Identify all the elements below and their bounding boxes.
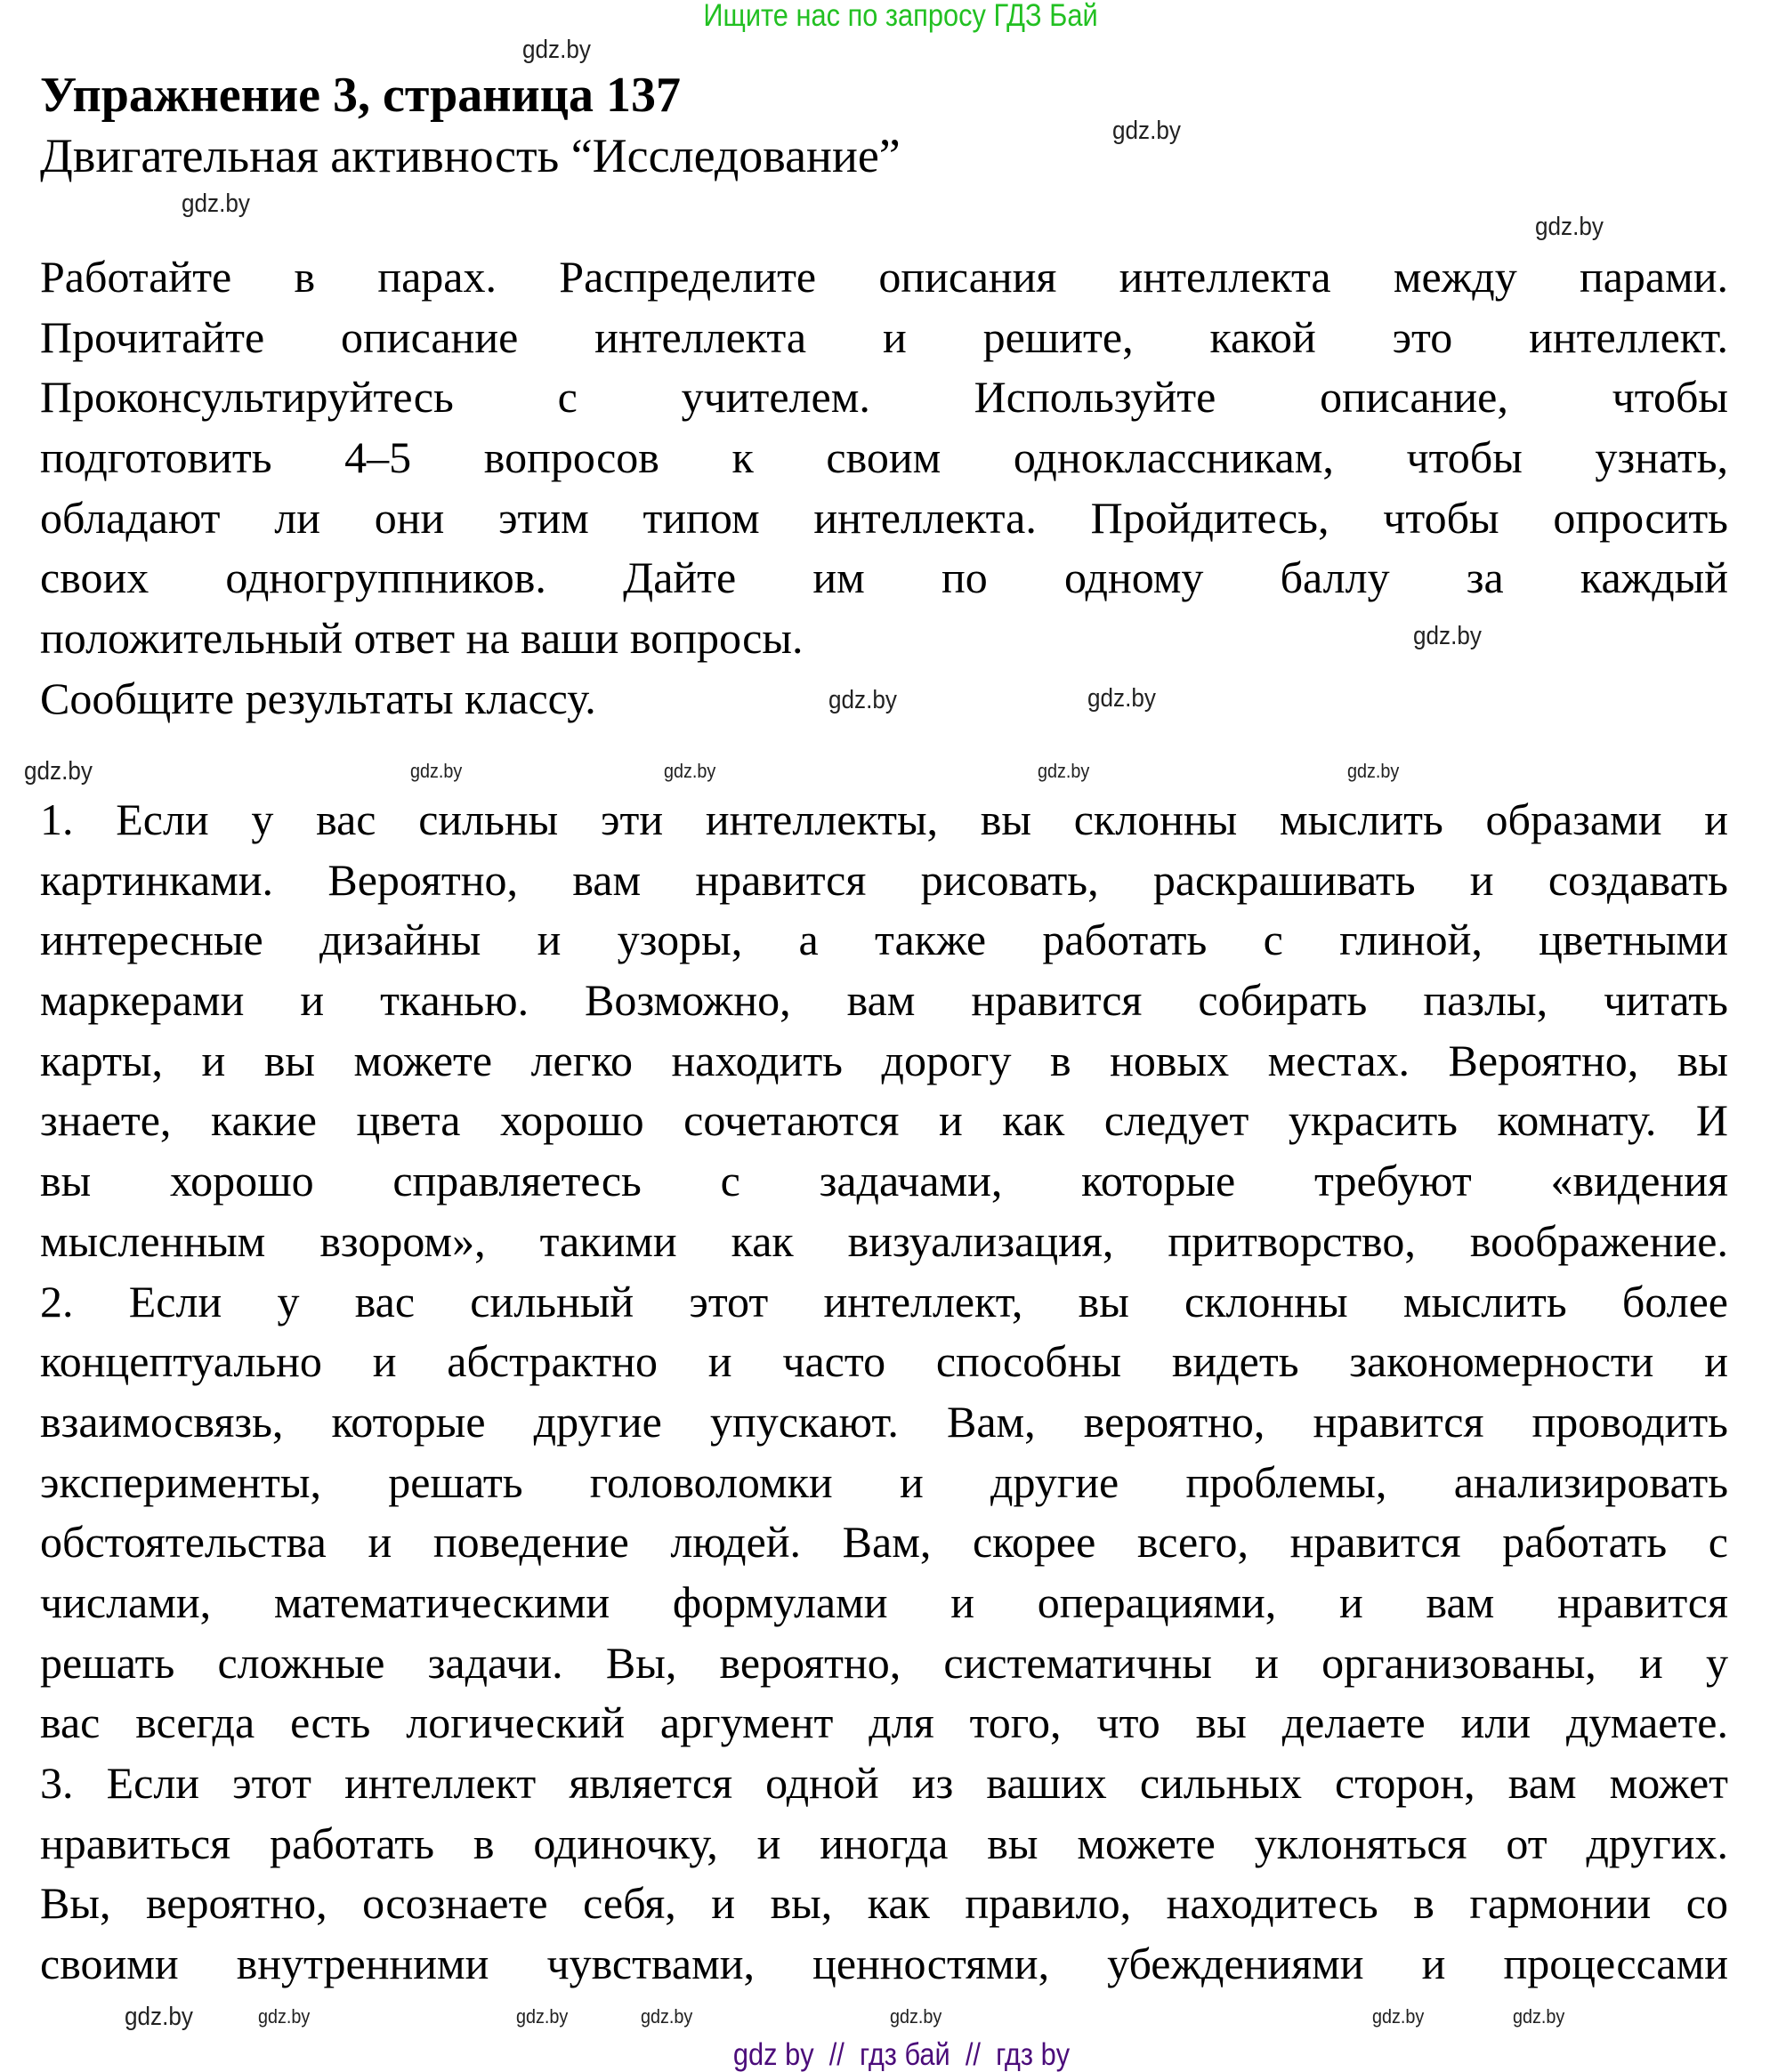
- watermark: gdz.by: [1087, 684, 1156, 713]
- text-line: обладают ли они этим типом интеллекта. Пройдитесь, чтобы опросить: [40, 492, 1728, 543]
- text-line: нравиться работать в одиночку, и иногда вы можете уклоняться от других.: [40, 1818, 1728, 1868]
- watermark: gdz.by: [516, 2005, 569, 2028]
- text-line: Проконсультируйтесь с учителем. Используйте описание, чтобы: [40, 372, 1728, 423]
- page-title: Упражнение 3, страница 137: [40, 68, 682, 123]
- numbered-descriptions: [40, 790, 1728, 1995]
- footer-links: gdz by // гдз бай // гдз by: [732, 2037, 1071, 2072]
- text-line: 1. Если у вас сильны эти интеллекты, вы склонны мыслить образами и: [40, 794, 1728, 844]
- text-line: своих одногруппников. Дайте им по одному баллу за каждый: [40, 552, 1728, 603]
- text-line: положительный ответ на ваши вопросы.: [40, 613, 804, 664]
- watermark: gdz.by: [1112, 117, 1181, 145]
- watermark: gdz.by: [1535, 213, 1604, 241]
- text-line: обстоятельства и поведение людей. Вам, скорее всего, нравится работать с: [40, 1517, 1728, 1568]
- watermark: gdz.by: [1038, 760, 1090, 782]
- text-line: эксперименты, решать головоломки и другие проблемы, анализировать: [40, 1456, 1728, 1507]
- text-line: Сообщите результаты классу.: [40, 673, 596, 723]
- watermark: gdz.by: [125, 2003, 193, 2031]
- page-subtitle: Двигательная активность “Исследование”: [40, 129, 901, 182]
- text-line: 2. Если у вас сильный этот интеллект, вы склонны мыслить более: [40, 1276, 1728, 1326]
- watermark: gdz.by: [641, 2005, 693, 2028]
- intro-paragraph: [40, 247, 1728, 730]
- watermark: gdz.by: [1413, 622, 1482, 650]
- text-line: решать сложные задачи. Вы, вероятно, систематичны и организованы, и у: [40, 1637, 1728, 1688]
- text-line: Вы, вероятно, осознаете себя, и вы, как правило, находитесь в гармонии со: [40, 1878, 1728, 1929]
- text-line: вас всегда есть логический аргумент для того, что вы делаете или думаете.: [40, 1697, 1728, 1748]
- watermark: gdz.by: [410, 760, 463, 782]
- text-line: числами, математическими формулами и операциями, и вам нравится: [40, 1576, 1728, 1627]
- text-line: концептуально и абстрактно и часто способны видеть закономерности и: [40, 1336, 1728, 1387]
- text-line: вы хорошо справляетесь с задачами, которые требуют «видения: [40, 1156, 1728, 1206]
- watermark: gdz.by: [664, 760, 716, 782]
- watermark: gdz.by: [828, 686, 897, 714]
- text-line: интересные дизайны и узоры, а также работать с глиной, цветными: [40, 915, 1728, 965]
- text-line: своими внутренними чувствами, ценностями, убеждениями и процессами: [40, 1939, 1728, 1989]
- watermark: gdz.by: [182, 189, 250, 218]
- text-line: знаете, какие цвета хорошо сочетаются и как следует украсить комнату. И: [40, 1095, 1728, 1146]
- watermark: gdz.by: [1372, 2005, 1425, 2028]
- watermark: gdz.by: [1347, 760, 1400, 782]
- text-line: 3. Если этот интеллект является одной из ваших сильных сторон, вам может: [40, 1758, 1728, 1808]
- top-banner: Ищите нас по запросу ГДЗ Бай: [703, 0, 1098, 33]
- text-line: Работайте в парах. Распределите описания интеллекта между парами.: [40, 252, 1728, 302]
- text-line: Прочитайте описание интеллекта и решите, какой это интеллект.: [40, 311, 1728, 362]
- text-line: подготовить 4–5 вопросов к своим одноклассникам, чтобы узнать,: [40, 432, 1728, 483]
- text-line: мысленным взором», такими как визуализация, притворство, воображение.: [40, 1215, 1728, 1266]
- text-line: карты, и вы можете легко находить дорогу в новых местах. Вероятно, вы: [40, 1035, 1728, 1085]
- text-line: взаимосвязь, которые другие упускают. Вам, вероятно, нравится проводить: [40, 1396, 1728, 1447]
- watermark: gdz.by: [24, 757, 93, 786]
- watermark: gdz.by: [890, 2005, 942, 2028]
- watermark: gdz.by: [258, 2005, 311, 2028]
- text-line: картинками. Вероятно, вам нравится рисовать, раскрашивать и создавать: [40, 854, 1728, 905]
- text-line: маркерами и тканью. Возможно, вам нравится собирать пазлы, читать: [40, 975, 1728, 1026]
- watermark: gdz.by: [522, 36, 591, 64]
- watermark: gdz.by: [1513, 2005, 1565, 2028]
